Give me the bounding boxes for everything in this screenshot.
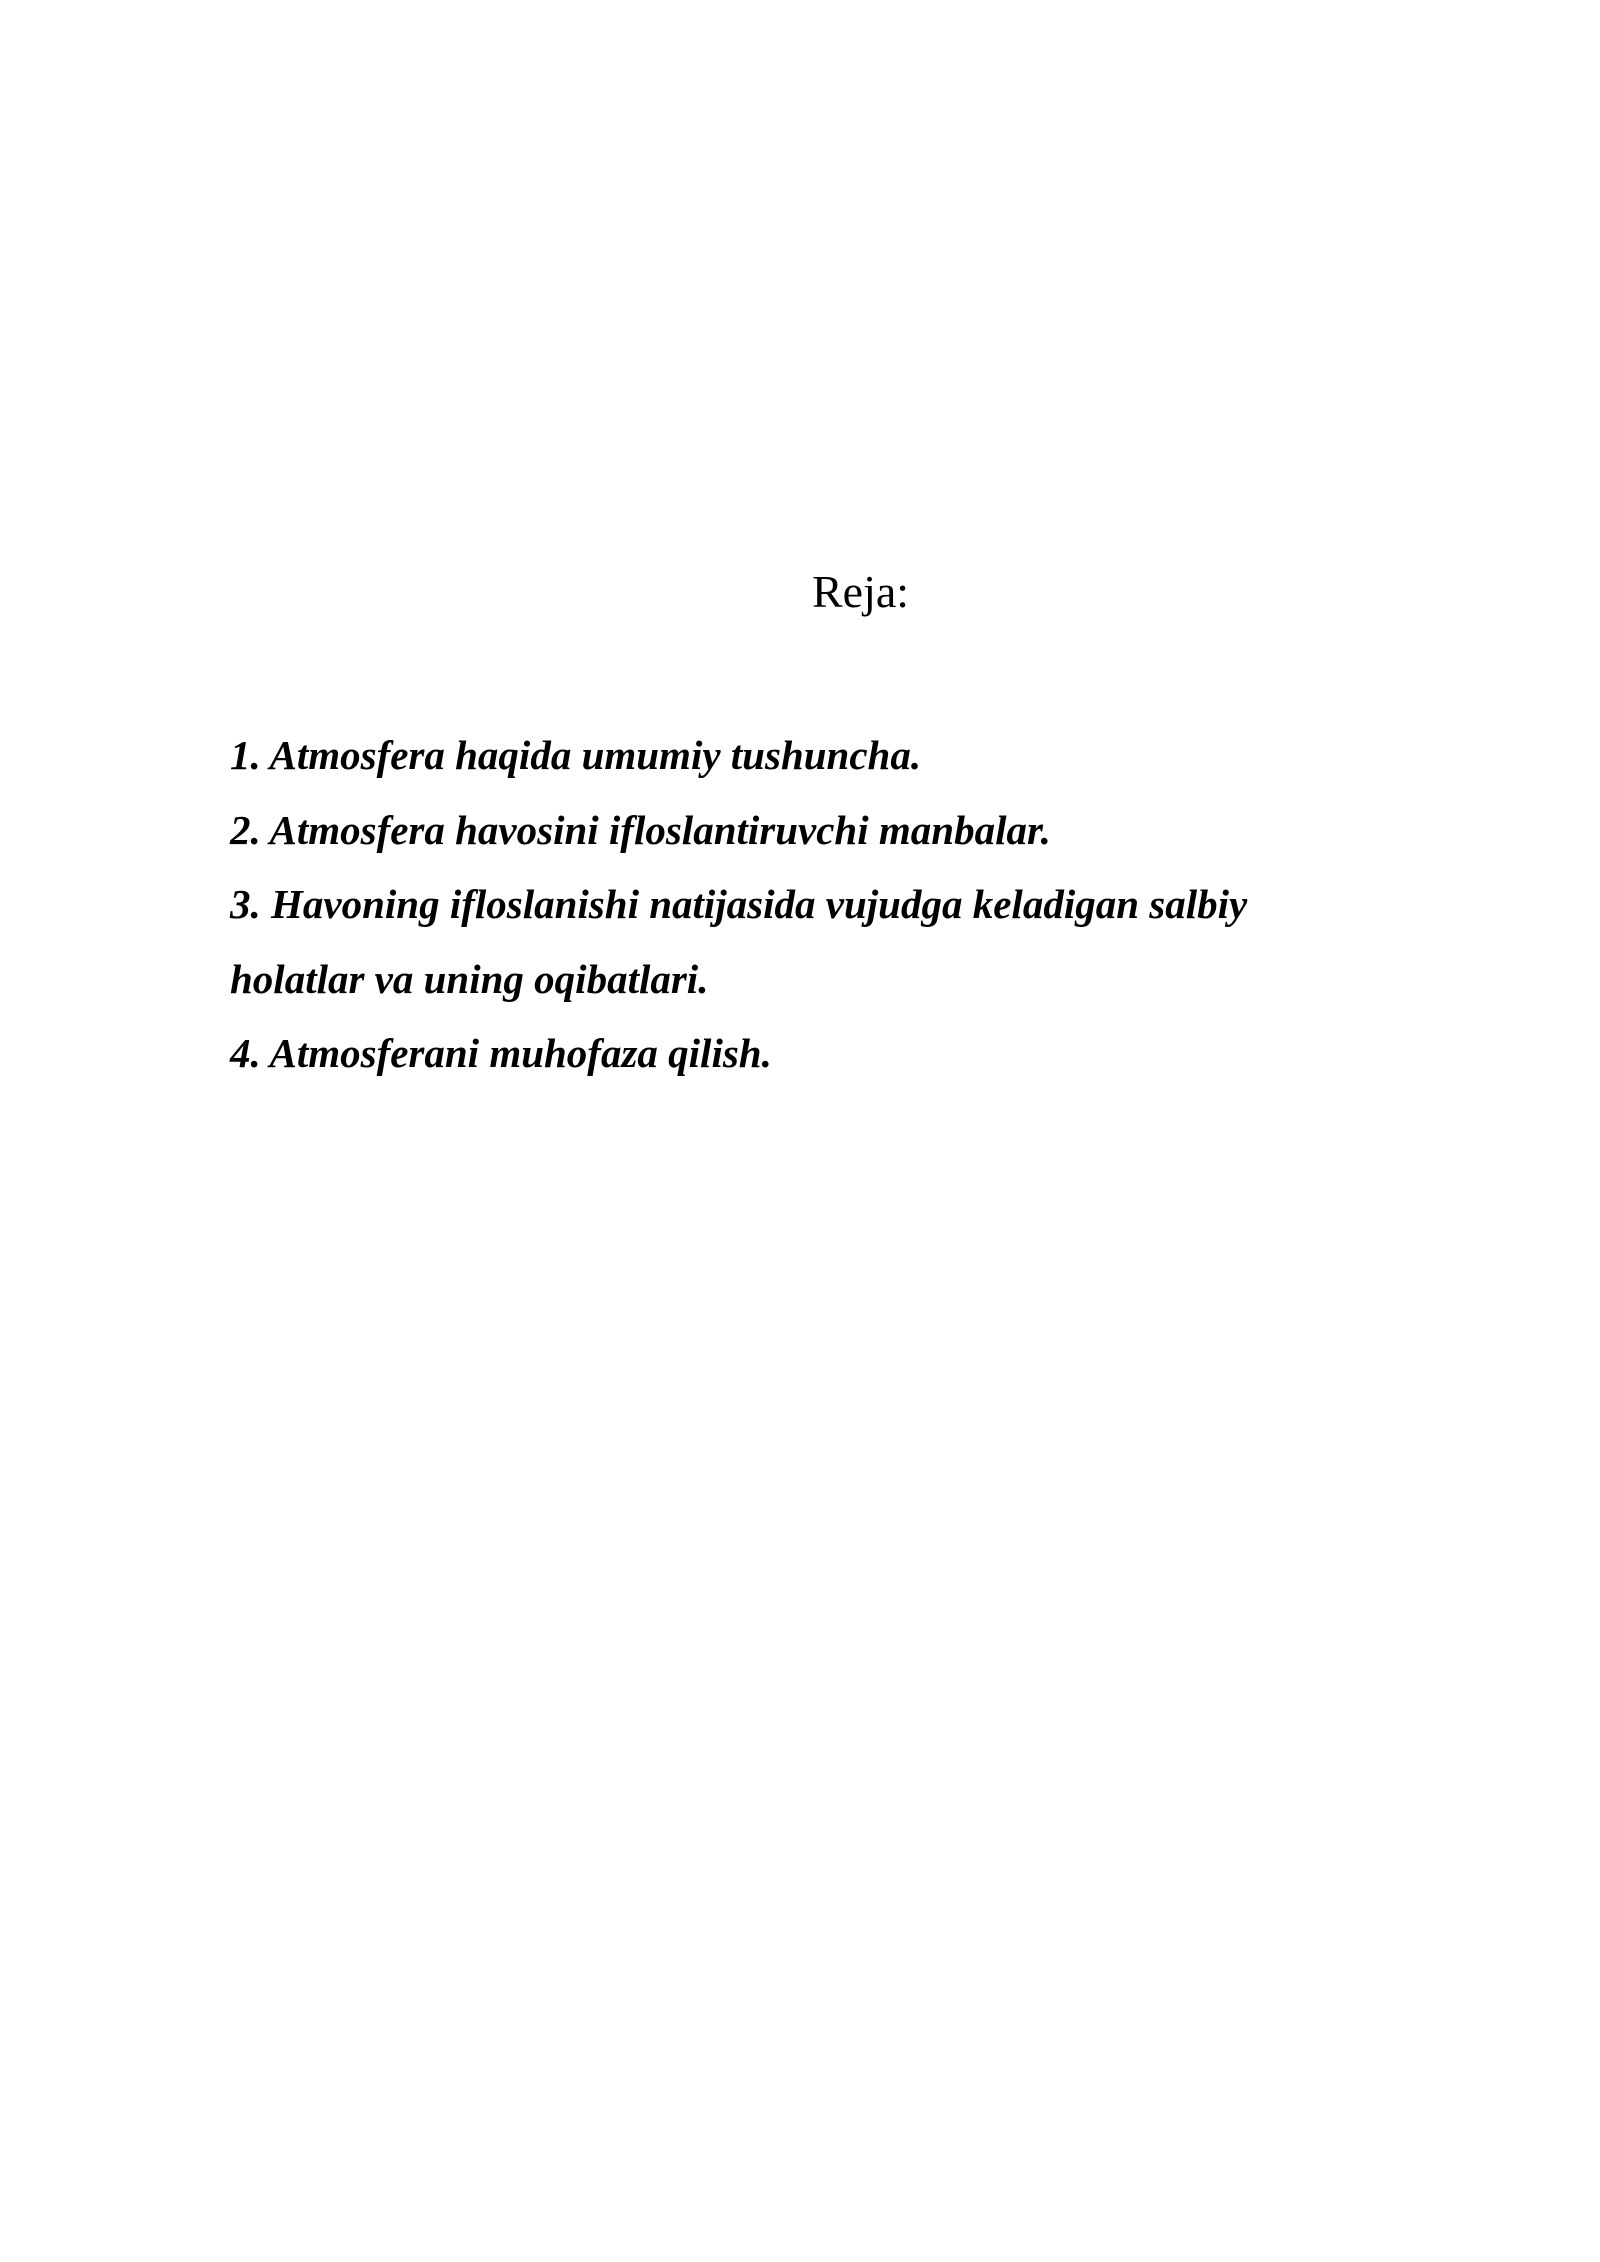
heading-container [0, 562, 1600, 622]
plan-item-3: 3. Havoning ifloslanishi natijasida vujudga keladigan salbiy holatlar va uning oqibatlari. [230, 881, 1248, 1002]
plan-item-4: 4. Atmosferani muhofaza qilish. [230, 1030, 772, 1076]
plan-item-1: 1. Atmosfera haqida umumiy tushuncha. [230, 732, 922, 778]
plan-list [230, 718, 1380, 1091]
plan-heading: Reja: [812, 566, 910, 617]
plan-item-2: 2. Atmosfera havosini ifloslantiruvchi manbalar. [230, 806, 1051, 853]
